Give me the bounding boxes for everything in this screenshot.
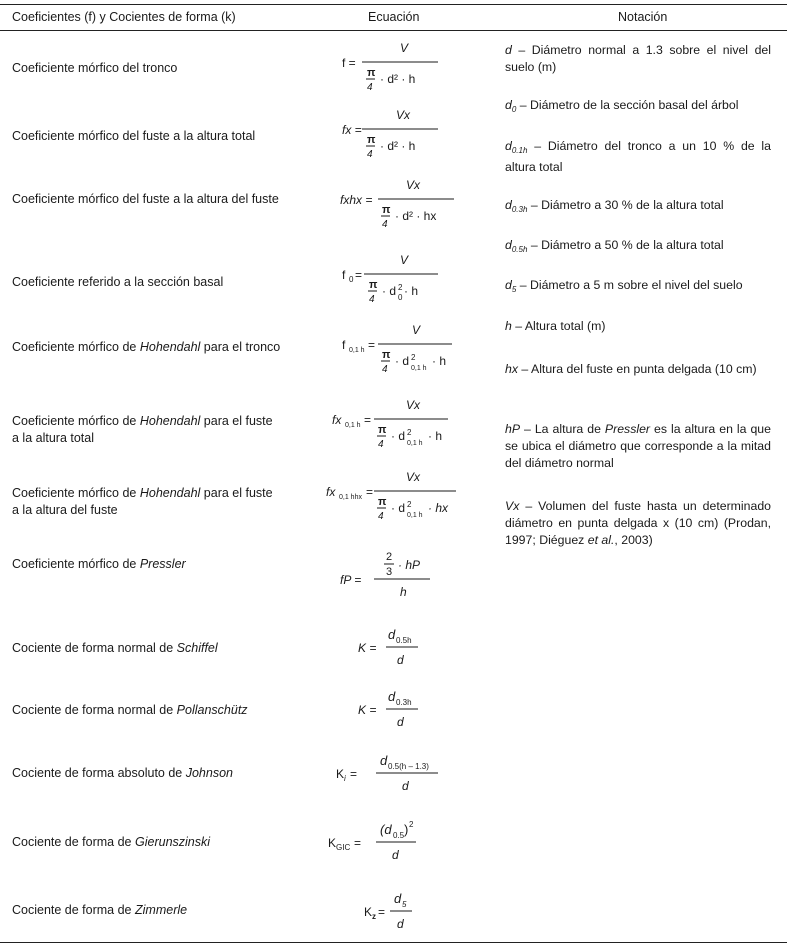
svg-text:GIC: GIC [336, 843, 351, 852]
header-ecuacion: Ecuación [368, 10, 420, 24]
svg-text:· hx: · hx [428, 501, 449, 515]
note-d05h: $d_{0.5h}$ – Diámetro a 50 % de la altura total [505, 238, 724, 254]
svg-text:Vx: Vx [406, 470, 421, 484]
top-rule [0, 4, 787, 5]
svg-text:5: 5 [402, 900, 407, 909]
note-d03h: $d_{0.3h}$ – Diámetro a 30 % de la altura total [505, 198, 724, 214]
svg-text:π: π [367, 134, 376, 146]
svg-text:4: 4 [367, 149, 373, 160]
svg-text:π: π [369, 279, 378, 291]
note-d01h: $d_{0.1h}$ – Diámetro del tronco a un 10 % de la altura total [505, 139, 771, 174]
svg-text:0.5: 0.5 [393, 831, 405, 840]
row-name-2: Coeficiente mórfico del fuste a la altura total [12, 129, 256, 143]
svg-text:π: π [382, 204, 391, 216]
equation-1 [318, 38, 498, 98]
equation-12 [318, 817, 498, 877]
equation-10 [318, 684, 498, 744]
svg-text:· d² · h: · d² · h [380, 72, 416, 86]
svg-text:z: z [372, 912, 376, 921]
equation-5 [318, 320, 498, 380]
equation-13-formula [318, 886, 498, 946]
svg-text:· h: · h [432, 354, 447, 368]
svg-text:=: = [366, 485, 374, 499]
svg-text:π: π [378, 496, 387, 508]
svg-text:· hP: · hP [398, 558, 421, 572]
svg-text:2: 2 [407, 428, 412, 437]
row-name-6: Coeficiente mórfico de Hohendahl para el fuste a la altura total [12, 414, 273, 445]
svg-text:· d² · h: · d² · h [380, 139, 416, 153]
svg-text:V: V [400, 253, 409, 267]
equation-9 [318, 622, 498, 682]
svg-text:4: 4 [382, 364, 388, 375]
svg-text:d: d [397, 917, 404, 931]
row-name-13: Cociente de forma de Zimmerle [12, 903, 188, 917]
svg-text:4: 4 [382, 219, 388, 230]
svg-text:fxhx =: fxhx = [340, 193, 373, 207]
svg-text:· d: · d [382, 284, 397, 298]
row-name-10: Cociente de forma normal de Pollanschütz [12, 703, 248, 717]
svg-text:=: = [350, 767, 358, 781]
equation-2 [318, 105, 498, 165]
svg-text:Vx: Vx [406, 398, 421, 412]
svg-text:=: = [355, 268, 363, 282]
svg-text:0,1 hhx: 0,1 hhx [339, 494, 362, 501]
svg-text:=: = [364, 413, 372, 427]
note-d: d – Diámetro normal a 1.3 sobre el nivel del suelo (m) [505, 43, 771, 74]
svg-text:V: V [412, 323, 421, 337]
equation-7-formula [318, 467, 498, 527]
note-hp: hP – La altura de Pressler es la altura en la que se ubica el diámetro que corresponde a la mitad del diámetro normal [505, 422, 771, 470]
svg-text:2: 2 [409, 820, 414, 829]
row-name-8: Coeficiente mórfico de Pressler [12, 557, 186, 571]
svg-text:· h: · h [428, 429, 443, 443]
svg-text:d: d [388, 689, 396, 704]
row-name-4: Coeficiente referido a la sección basal [12, 275, 224, 289]
equation-4 [318, 250, 498, 310]
svg-text:h: h [400, 585, 407, 599]
equation-7 [318, 467, 498, 527]
equation-3-formula [318, 175, 498, 235]
svg-text:π: π [382, 349, 391, 361]
svg-text:2: 2 [386, 551, 393, 563]
row-name-9: Cociente de forma normal de Schiffel [12, 641, 218, 655]
svg-text:fP =: fP = [340, 573, 362, 587]
svg-text:π: π [367, 67, 376, 79]
svg-text:K =: K = [358, 703, 377, 717]
svg-text:=: = [354, 836, 362, 850]
equation-1-formula [318, 38, 498, 98]
equation-12-formula [318, 817, 498, 877]
row-name-1: Coeficiente mórfico del tronco [12, 61, 178, 75]
svg-text:=: = [368, 338, 376, 352]
svg-text:0: 0 [349, 275, 354, 284]
equation-6 [318, 395, 498, 455]
equation-2-formula [318, 105, 498, 165]
svg-text:0,1 h: 0,1 h [349, 347, 365, 354]
row-name-5: Coeficiente mórfico de Hohendahl para el tronco [12, 340, 281, 354]
svg-text:d: d [402, 779, 409, 793]
row-name-12: Cociente de forma de Gierunszinski [12, 835, 211, 849]
equation-10-formula [318, 684, 498, 744]
svg-text:0.5(h – 1.3): 0.5(h – 1.3) [388, 762, 429, 771]
svg-text:0.5h: 0.5h [396, 636, 412, 645]
row-name-3: Coeficiente mórfico del fuste a la altura del fuste [12, 192, 279, 206]
equation-5-formula [318, 320, 498, 380]
equation-4-formula [318, 250, 498, 310]
equation-11 [318, 748, 498, 808]
svg-text:3: 3 [386, 566, 393, 578]
svg-text:4: 4 [378, 511, 384, 522]
svg-text:0.3h: 0.3h [396, 698, 412, 707]
svg-text:K =: K = [358, 641, 377, 655]
note-d5: $d_5$ – Diámetro a 5 m sobre el nivel del suelo [505, 278, 743, 294]
svg-text:f =: f = [342, 56, 356, 70]
svg-text:): ) [404, 822, 409, 837]
svg-text:· d: · d [391, 501, 406, 515]
note-hx: hx – Altura del fuste en punta delgada (10 cm) [505, 362, 757, 376]
equation-3 [318, 175, 498, 235]
svg-text:0: 0 [398, 293, 403, 302]
svg-text:(d: (d [380, 822, 392, 837]
svg-text:4: 4 [367, 82, 373, 93]
equation-6-formula [318, 395, 498, 455]
svg-text:· h: · h [404, 284, 419, 298]
svg-text:2: 2 [407, 500, 412, 509]
svg-text:=: = [378, 905, 386, 919]
svg-text:· d: · d [395, 354, 410, 368]
svg-text:0,1 h: 0,1 h [411, 365, 427, 372]
header-rule [0, 30, 787, 31]
svg-text:f: f [342, 338, 346, 352]
svg-text:Vx: Vx [406, 178, 421, 192]
svg-text:K: K [364, 905, 373, 919]
note-d0: $d_0$ – Diámetro de la sección basal del árbol [505, 98, 739, 114]
equation-8-formula [318, 548, 498, 608]
svg-text:0,1 h: 0,1 h [407, 440, 423, 447]
header-notacion: Notación [618, 10, 668, 24]
svg-text:d: d [397, 715, 404, 729]
header-coeficientes: Coeficientes (f) y Cocientes de forma (k) [12, 10, 236, 24]
svg-text:· d: · d [391, 429, 406, 443]
svg-text:2: 2 [411, 353, 416, 362]
svg-text:fx =: fx = [342, 123, 362, 137]
equation-11-formula [318, 748, 498, 808]
svg-text:0,1 h: 0,1 h [407, 512, 423, 519]
svg-text:d: d [392, 848, 399, 862]
svg-text:d: d [388, 627, 396, 642]
svg-text:K: K [336, 767, 345, 781]
equation-13 [318, 886, 498, 946]
svg-text:2: 2 [398, 283, 403, 292]
svg-text:V: V [400, 41, 409, 55]
svg-text:fx: fx [326, 485, 336, 499]
row-name-7: Coeficiente mórfico de Hohendahl para el fuste a la altura del fuste [12, 486, 273, 517]
note-h: h – Altura total (m) [505, 319, 606, 333]
svg-text:Vx: Vx [396, 108, 411, 122]
svg-text:4: 4 [369, 294, 375, 305]
svg-text:d: d [397, 653, 404, 667]
svg-text:0,1 h: 0,1 h [345, 422, 361, 429]
svg-text:d: d [394, 891, 402, 906]
svg-text:fx: fx [332, 413, 342, 427]
svg-text:i: i [344, 774, 346, 783]
equation-8 [318, 548, 498, 608]
svg-text:π: π [378, 424, 387, 436]
svg-text:4: 4 [378, 439, 384, 450]
equation-9-formula [318, 622, 498, 682]
note-vx: Vx – Volumen del fuste hasta un determinado diámetro en punta delgada x (10 cm) (Prodan, 1997; Diéguez et al., 2003) [505, 499, 771, 547]
svg-text:f: f [342, 268, 346, 282]
svg-text:d: d [380, 753, 388, 768]
svg-text:K: K [328, 836, 337, 850]
svg-text:· d² · hx: · d² · hx [395, 209, 437, 223]
row-name-11: Cociente de forma absoluto de Johnson [12, 766, 233, 780]
